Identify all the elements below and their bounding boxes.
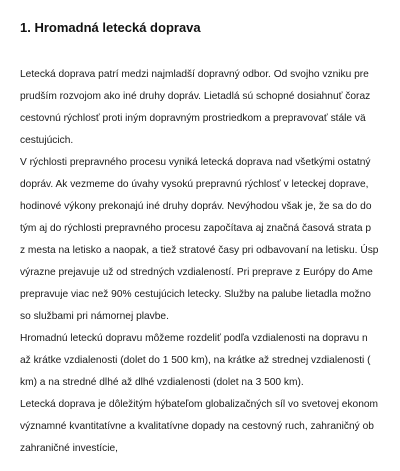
- paragraph-line: prudším rozvojom ako iné druhy dopráv. Lietadlá sú schopné dosiahnuť čoraz: [20, 91, 371, 102]
- paragraph-line: prepravuje viac než 90% cestujúcich letecky. Služby na palube lietadla možno: [20, 289, 371, 300]
- paragraph-line: z mesta na letisko a naopak, a tiež stratové časy pri odbavovaní na letisku. Úsp: [20, 245, 379, 256]
- paragraph-line: Hromadnú leteckú dopravu môžeme rozdeliť podľa vzdialenosti na dopravu n: [20, 333, 368, 344]
- paragraph-line: cestujúcich.: [20, 135, 74, 146]
- section-heading: 1. Hromadná letecká doprava: [20, 20, 201, 35]
- paragraph-line: zahraničné investície,: [20, 443, 118, 454]
- paragraph-line: tým aj do rýchlosti prepravného procesu započítava aj značná časová strata p: [20, 223, 372, 234]
- paragraph-line: km) a na stredné dlhé až dlhé vzdialenosti (dolet na 3 500 km).: [20, 377, 304, 388]
- paragraph-line: až krátke vzdialenosti (dolet do 1 500 km), na krátke až strednej vzdialenosti (: [20, 355, 371, 366]
- paragraph-line: významné kvantitatívne a kvalitatívne dopady na cestovný ruch, zahraničný ob: [20, 421, 374, 432]
- paragraph-line: cestovnú rýchlosť proti iným dopravným prostriedkom a prepravovať stále vä: [20, 113, 366, 124]
- paragraph-line: dopráv. Ak vezmeme do úvahy vysokú prepravnú rýchlosť v leteckej doprave,: [20, 179, 369, 190]
- paragraph-line: Letecká doprava patrí medzi najmladší dopravný odbor. Od svojho vzniku pre: [20, 69, 369, 80]
- paragraph-line: výrazne prejavuje už od stredných vzdialeností. Pri preprave z Európy do Ame: [20, 267, 373, 278]
- paragraph-line: so službami pri námornej plavbe.: [20, 311, 169, 322]
- paragraph-line: Letecká doprava je dôležitým hýbateľom globalizačných síl vo svetovej ekonom: [20, 399, 379, 410]
- paragraph-line: hodinové výkony prekonajú iné druhy dopráv. Nevýhodou však je, že sa do do: [20, 201, 372, 212]
- paragraph-line: V rýchlosti prepravného procesu vyniká letecká doprava nad všetkými ostatný: [20, 157, 371, 168]
